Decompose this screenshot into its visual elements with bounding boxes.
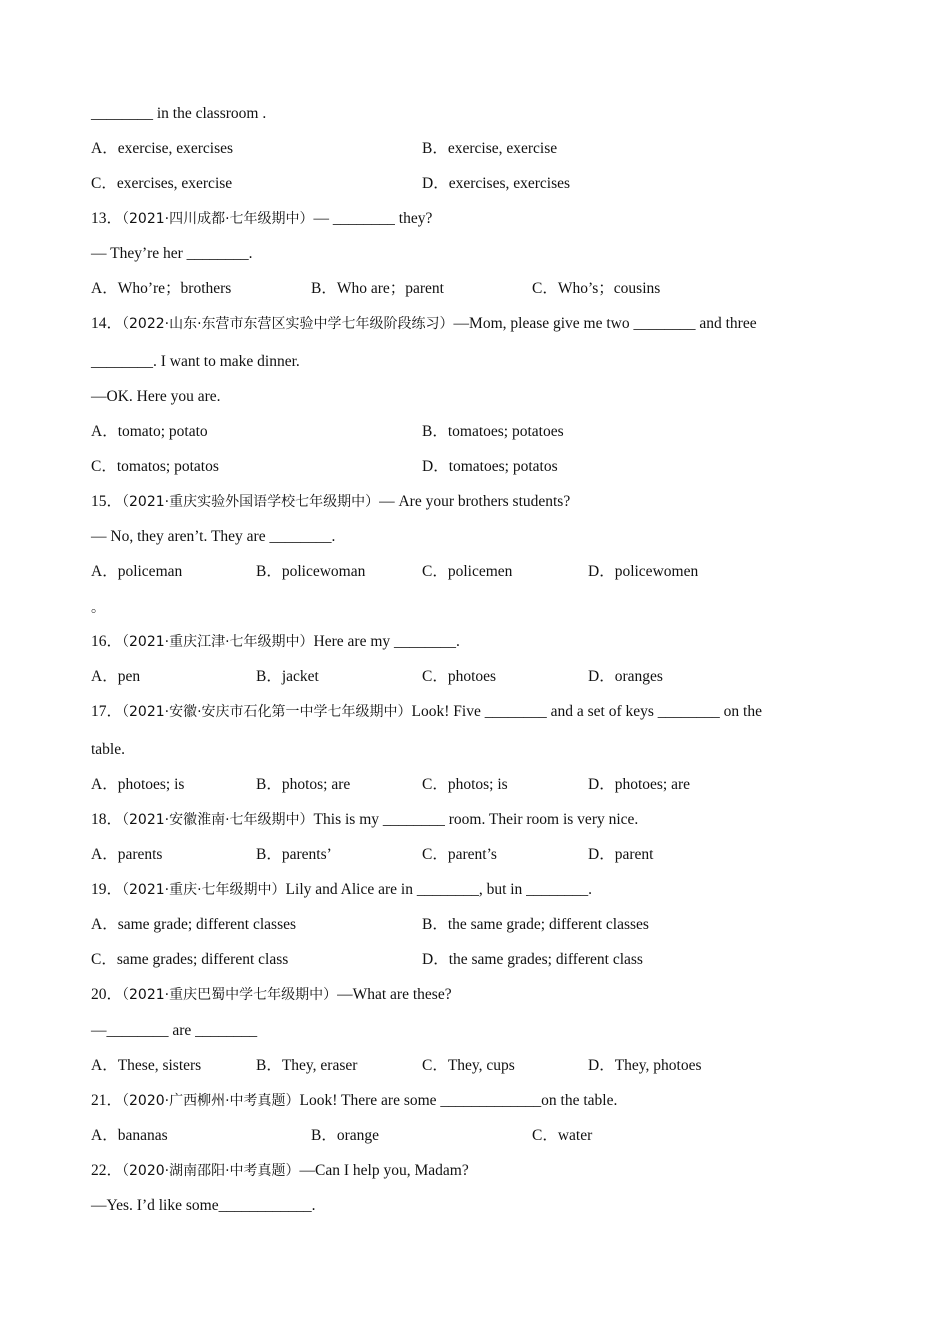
question-18 — [91, 810, 638, 830]
option-c: C．They, cups — [422, 1057, 515, 1074]
option-c: C．policemen — [422, 563, 513, 580]
option-c: C．tomatos; potatos — [91, 458, 219, 475]
option-a: A．pen — [91, 668, 141, 685]
option-c: C．same grades; different class — [91, 951, 289, 968]
option-d: D．parent — [588, 846, 654, 863]
option-a: A．parents — [91, 846, 163, 863]
question-number: 14． — [91, 315, 123, 332]
option-a: A．photoes; is — [91, 776, 185, 793]
option-a: A．exercise, exercises — [91, 140, 234, 157]
option-a: A．tomato; potato — [91, 423, 208, 440]
question-number: 16． — [91, 633, 123, 650]
option-c: C．exercises, exercise — [91, 175, 233, 192]
question-source: （2021·重庆·七年级期中） — [122, 882, 286, 898]
question-12-stem: ________ in the classroom . — [91, 105, 267, 122]
question-stem: Lily and Alice are in ________, but in ________. — [285, 881, 593, 898]
question-number: 13． — [91, 210, 123, 227]
option-c: C．photoes — [422, 668, 497, 685]
question-number: 20． — [91, 986, 123, 1003]
question-19 — [91, 880, 592, 900]
question-14-line3: —OK. Here you are. — [91, 388, 221, 405]
option-a: A．policeman — [91, 563, 183, 580]
question-stem: —Can I help you, Madam? — [299, 1162, 469, 1179]
question-number: 17． — [91, 703, 123, 720]
option-b: B．They, eraser — [256, 1057, 358, 1074]
question-17-line2: table. — [91, 741, 125, 758]
question-22 — [91, 1161, 469, 1181]
question-source: （2021·重庆实验外国语学校七年级期中） — [122, 494, 380, 510]
question-source: （2021·安徽淮南·七年级期中） — [122, 812, 314, 828]
question-source: （2021·安徽·安庆市石化第一中学七年级期中） — [122, 704, 412, 720]
question-14-line2: ________. I want to make dinner. — [91, 353, 300, 370]
question-20 — [91, 985, 452, 1005]
question-source: （2020·湖南邵阳·中考真题） — [122, 1163, 300, 1179]
option-d: D．the same grades; different class — [422, 951, 643, 968]
question-stem: Look! There are some _____________on the table. — [299, 1092, 618, 1109]
question-stem: —What are these? — [337, 986, 452, 1003]
question-13-line2: — They’re her ________. — [91, 245, 253, 262]
question-16 — [91, 632, 460, 652]
question-15-line2: — No, they aren’t. They are ________. — [91, 528, 336, 545]
option-b: B．jacket — [256, 668, 319, 685]
question-number: 21． — [91, 1092, 123, 1109]
option-d: D．oranges — [588, 668, 663, 685]
question-20-line2: —________ are ________ — [91, 1022, 258, 1039]
question-number: 19． — [91, 881, 123, 898]
option-b: B．tomatoes; potatoes — [422, 423, 564, 440]
option-b: B．orange — [311, 1127, 380, 1144]
option-d: D．photoes; are — [588, 776, 691, 793]
option-d: D．policewomen — [588, 563, 699, 580]
question-source: （2021·重庆江津·七年级期中） — [122, 634, 314, 650]
question-stem: — Are your brothers students? — [379, 493, 571, 510]
question-stem: Look! Five ________ and a set of keys ________ on the — [411, 703, 762, 720]
stray-mark: 。 — [91, 600, 105, 616]
option-d: D．tomatoes; potatos — [422, 458, 558, 475]
option-b: B．parents’ — [256, 846, 332, 863]
question-source: （2021·四川成都·七年级期中） — [122, 211, 314, 227]
question-stem: This is my ________ room. Their room is very nice. — [313, 811, 639, 828]
question-number: 18． — [91, 811, 123, 828]
question-13 — [91, 209, 432, 229]
option-c: C．Who’s；cousins — [532, 280, 661, 297]
option-c: C．photos; is — [422, 776, 508, 793]
question-22-line2: —Yes. I’d like some____________. — [91, 1197, 316, 1214]
option-a: A．bananas — [91, 1127, 168, 1144]
question-stem: —Mom, please give me two ________ and three — [453, 315, 757, 332]
option-b: B．photos; are — [256, 776, 351, 793]
question-number: 22． — [91, 1162, 123, 1179]
option-b: B．the same grade; different classes — [422, 916, 649, 933]
option-c: C．parent’s — [422, 846, 497, 863]
option-b: B．exercise, exercise — [422, 140, 558, 157]
question-number: 15． — [91, 493, 123, 510]
question-source: （2022·山东·东营市东营区实验中学七年级阶段练习） — [122, 316, 454, 332]
option-d: D．exercises, exercises — [422, 175, 571, 192]
question-21 — [91, 1091, 617, 1111]
question-17 — [91, 702, 762, 722]
option-a: A．Who’re；brothers — [91, 280, 232, 297]
question-15 — [91, 492, 570, 512]
question-source: （2021·重庆巴蜀中学七年级期中） — [122, 987, 338, 1003]
question-stem: — ________ they? — [313, 210, 433, 227]
option-a: A．These, sisters — [91, 1057, 202, 1074]
question-source: （2020·广西柳州·中考真题） — [122, 1093, 300, 1109]
question-stem: Here are my ________. — [313, 633, 460, 650]
option-b: B．Who are；parent — [311, 280, 444, 297]
option-d: D．They, photoes — [588, 1057, 702, 1074]
option-c: C．water — [532, 1127, 593, 1144]
question-14 — [91, 314, 757, 334]
option-b: B．policewoman — [256, 563, 366, 580]
option-a: A．same grade; different classes — [91, 916, 297, 933]
